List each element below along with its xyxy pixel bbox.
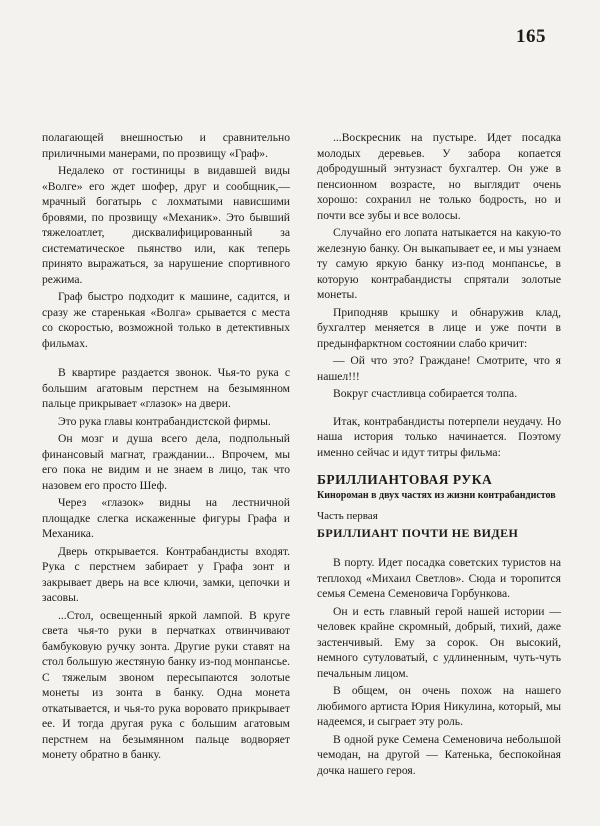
page-number: 165	[516, 26, 546, 47]
paragraph: Он мозг и душа всего дела, подпольный финансовый магнат, граждании... Впрочем, мы его пока не видим и не знаем в лицо, так что назовем его просто Шеф.	[42, 432, 290, 492]
left-column	[42, 130, 290, 765]
paragraph: ...Воскресник на пустыре. Идет посадка молодых деревьев. У забора копается добродушный энтузиаст бухгалтер. Он уже в пенсионном возрасте, но выглядит очень хорошо: сохранил не только бодрость, но и почти все зубы и все волосы.	[317, 131, 561, 222]
film-subtitle: Кинороман в двух частях из жизни контрабандистов	[317, 489, 556, 501]
film-title: БРИЛЛИАНТОВАЯ РУКА	[317, 472, 493, 487]
paragraph: Граф быстро подходит к машине, садится, и сразу же старенькая «Волга» срывается с места со скоростью, возможной только в детективных фильмах.	[42, 290, 290, 350]
paragraph: Итак, контрабандисты потерпели неудачу. Но наша история только начинается. Поэтому именно сейчас и идут титры фильма:	[317, 414, 561, 459]
paragraph: В одной руке Семена Семеновича небольшой чемодан, на другой — Катенька, беспокойная дочка нашего героя.	[317, 732, 561, 777]
paragraph: Приподняв крышку и обнаружив клад, бухгалтер меняется в лице и уже почти в предынфарктном состоянии слабо кричит:	[317, 305, 561, 350]
paragraph: Недалеко от гостиницы в видавшей виды «Волге» его ждет шофер, друг и сообщник,— мрачный богатырь с лохматыми нависшими бровями, по прозвищу «Механик». Это бывший тяжелоатлет, дисквалифицированный за систематическое пьянство или, как теперь принято выражаться, за нарушение спортивного режима.	[42, 164, 290, 286]
paragraph: Случайно его лопата натыкается на какую-то железную банку. Он выкапывает ее, и мы узнаем ту самую яркую банку из-под монпансье, в которую контрабандисты спрятали золотые монеты.	[317, 226, 561, 301]
paragraph: полагающей внешностью и сравнительно приличными манерами, по прозвищу «Граф».	[42, 131, 290, 160]
paragraph: В квартире раздается звонок. Чья-то рука с большим агатовым перстнем на безымянном пальце прикрывает «глазок» на двери.	[42, 366, 290, 410]
part-label: Часть первая	[317, 510, 378, 522]
part-title: БРИЛЛИАНТ ПОЧТИ НЕ ВИДЕН	[317, 525, 519, 540]
paragraph: ...Стол, освещенный яркой лампой. В круге света чья-то руки в перчатках отвинчивают бамбуковую ручку зонта. Другие руки ставят на стол большую жестяную банку из-под монпансье. С тяжелым звоном пересыпаются золотые монеты из зонта в банку. Одна монета откатывается, и чья-то рука воровато прикрывает ее. И тогда другая рука с большим агатовым перстнем на безымянном пальце водворяет монету обратно в банку.	[42, 608, 290, 761]
paragraph: Он и есть главный герой нашей истории — человек крайне скромный, добрый, тихий, даже застенчивый. Ему за сорок. Он высокий, немного сутуловатый, с удлиненным, чуть-чуть печальным лицом.	[317, 604, 561, 680]
paragraph: Дверь открывается. Контрабандисты входят. Рука с перстнем забирает у Графа зонт и закрывает дверь на все ключи, замки, цепочки и засовы.	[42, 544, 290, 604]
paragraph: В порту. Идет посадка советских туристов на теплоход «Михаил Светлов». Сюда и торопится семья Семена Семеновича Горбункова.	[317, 556, 561, 600]
paragraph: — Ой что это? Граждане! Смотрите, что я нашел!!!	[317, 354, 561, 383]
paragraph: Это рука главы контрабандистской фирмы.	[58, 414, 271, 428]
paragraph: Вокруг счастливца собирается толпа.	[333, 387, 518, 400]
right-column	[317, 130, 561, 780]
paragraph: В общем, он очень похож на нашего любимого артиста Юрия Никулина, который, мы надеемся, и сыграет эту роль.	[317, 684, 561, 728]
paragraph: Через «глазок» видны на лестничной площадке слегка искаженные фигуры Графа и Механика.	[42, 496, 290, 540]
